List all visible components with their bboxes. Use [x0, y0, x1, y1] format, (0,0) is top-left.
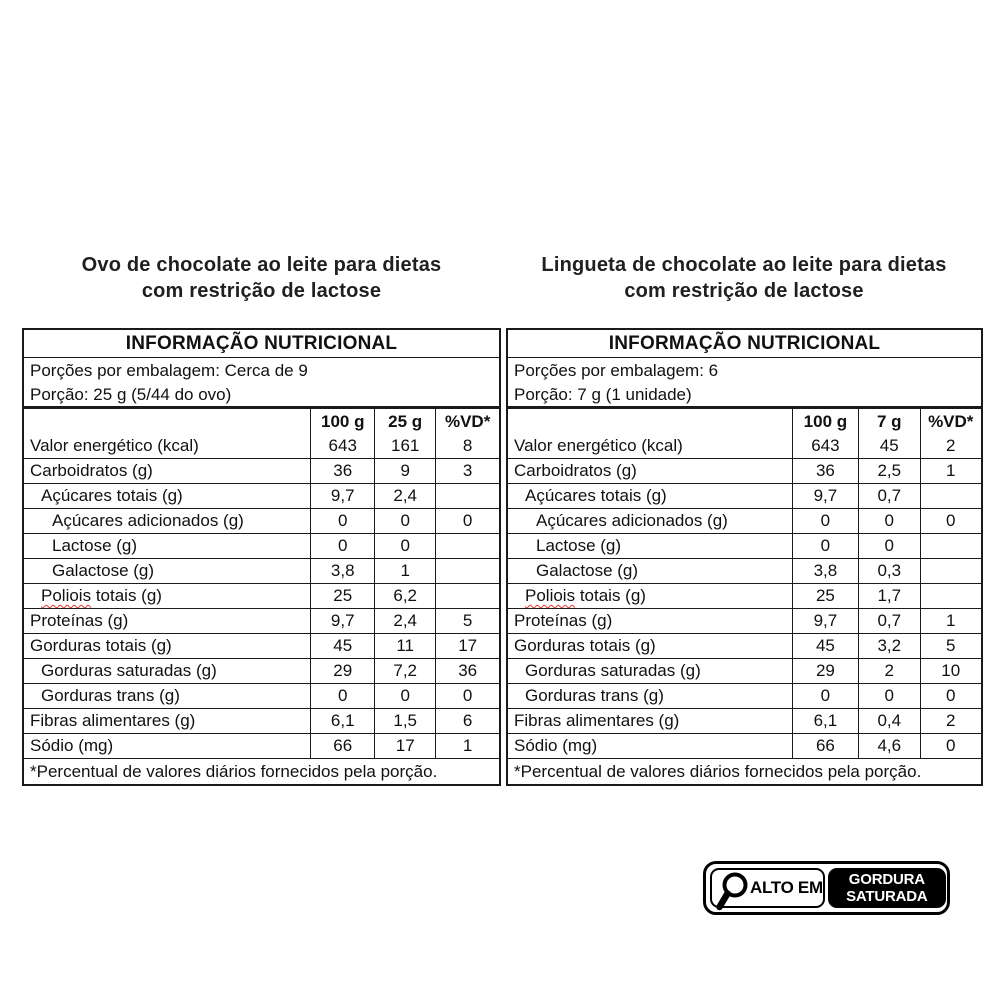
table-title: INFORMAÇÃO NUTRICIONAL — [608, 333, 881, 354]
nutrient-label: Açúcares totais (g) — [525, 486, 667, 505]
value-portion: 0,4 — [858, 709, 919, 733]
value-100g: 66 — [792, 734, 858, 758]
empty-header-cell — [24, 409, 310, 434]
warning-badge-prefix-box — [710, 868, 825, 908]
value-dv: 36 — [435, 659, 499, 683]
value-dv: 2 — [920, 434, 981, 458]
value-dv: 0 — [920, 734, 981, 758]
value-100g: 6,1 — [792, 709, 858, 733]
value-100g: 45 — [310, 634, 374, 658]
value-100g: 0 — [310, 509, 374, 533]
warning-subject-box — [828, 868, 946, 908]
value-portion: 11 — [374, 634, 435, 658]
table-row — [508, 608, 981, 633]
serving-size: Porção: 7 g (1 unidade) — [514, 385, 692, 404]
value-portion: 3,2 — [858, 634, 919, 658]
value-100g: 36 — [792, 459, 858, 483]
column-header-100g: 100 g — [792, 409, 858, 434]
nutrient-label: Lactose (g) — [536, 536, 622, 555]
value-dv: 5 — [920, 634, 981, 658]
value-dv: 0 — [920, 684, 981, 708]
nutrient-label: Valor energético (kcal) — [30, 436, 199, 455]
value-100g: 9,7 — [310, 484, 374, 508]
table-row — [508, 533, 981, 558]
value-dv — [435, 534, 499, 558]
table-row — [508, 483, 981, 508]
table-row — [508, 508, 981, 533]
table-row — [24, 633, 499, 658]
value-portion: 6,2 — [374, 584, 435, 608]
misspelled-word: Poliois — [525, 586, 576, 605]
value-dv — [920, 584, 981, 608]
product-title-line: com restrição de lactose — [141, 280, 382, 302]
nutrient-label: Sódio (mg) — [514, 736, 598, 755]
nutrient-label: Gorduras saturadas (g) — [525, 661, 701, 680]
value-portion: 17 — [374, 734, 435, 758]
table-row — [24, 558, 499, 583]
table-row — [508, 458, 981, 483]
table-row — [508, 434, 981, 458]
value-dv — [920, 534, 981, 558]
value-portion: 161 — [374, 434, 435, 458]
column-header-portion: 7 g — [858, 409, 919, 434]
footnote: *Percentual de valores diários fornecidos pela porção. — [24, 758, 499, 784]
column-header-row — [24, 406, 499, 434]
value-dv — [920, 484, 981, 508]
nutrient-label: Fibras alimentares (g) — [30, 711, 196, 730]
table-row — [24, 683, 499, 708]
product-title-line: Ovo de chocolate ao leite para dietas — [81, 254, 442, 276]
high-in-warning-badge — [703, 861, 950, 915]
product-title-line: com restrição de lactose — [624, 280, 864, 302]
value-portion: 1,5 — [374, 709, 435, 733]
value-dv: 1 — [920, 459, 981, 483]
value-portion: 2,5 — [858, 459, 919, 483]
table-row — [24, 458, 499, 483]
value-dv — [920, 559, 981, 583]
value-100g: 45 — [792, 634, 858, 658]
value-100g: 3,8 — [792, 559, 858, 583]
value-100g: 3,8 — [310, 559, 374, 583]
value-100g: 29 — [310, 659, 374, 683]
value-dv: 8 — [435, 434, 499, 458]
value-portion: 0,7 — [858, 484, 919, 508]
warning-subject-line: GORDURA — [848, 871, 925, 888]
nutrient-label: Gorduras trans (g) — [525, 686, 664, 705]
column-header-row — [508, 406, 981, 434]
value-dv: 0 — [435, 509, 499, 533]
magnifier-icon — [713, 870, 751, 914]
value-dv: 10 — [920, 659, 981, 683]
nutrient-label: Gorduras totais (g) — [514, 636, 656, 655]
misspelled-word: Poliois — [41, 586, 92, 605]
table-row — [24, 483, 499, 508]
value-100g: 36 — [310, 459, 374, 483]
table-row — [24, 434, 499, 458]
value-100g: 9,7 — [792, 609, 858, 633]
product-title-line: Lingueta de chocolate ao leite para dietas — [541, 254, 947, 276]
table-title: INFORMAÇÃO NUTRICIONAL — [125, 333, 398, 354]
warning-subject-line: SATURADA — [846, 888, 928, 905]
column-header-vd: %VD* — [920, 409, 981, 434]
value-portion: 7,2 — [374, 659, 435, 683]
value-portion: 1 — [374, 559, 435, 583]
servings-info — [24, 357, 499, 406]
table-row — [508, 633, 981, 658]
servings-per-package: Porções por embalagem: 6 — [514, 361, 719, 380]
value-portion: 45 — [858, 434, 919, 458]
nutrient-label: Proteínas (g) — [30, 611, 129, 630]
value-portion: 2 — [858, 659, 919, 683]
value-portion: 1,7 — [858, 584, 919, 608]
value-dv: 0 — [435, 684, 499, 708]
value-100g: 0 — [792, 534, 858, 558]
value-100g: 643 — [792, 434, 858, 458]
value-dv — [435, 484, 499, 508]
nutrient-label: Lactose (g) — [52, 536, 138, 555]
value-dv: 2 — [920, 709, 981, 733]
value-dv — [435, 584, 499, 608]
serving-size: Porção: 25 g (5/44 do ovo) — [30, 385, 232, 404]
value-portion: 0,3 — [858, 559, 919, 583]
product-title-left — [22, 252, 501, 304]
value-dv: 17 — [435, 634, 499, 658]
nutrient-label: Valor energético (kcal) — [514, 436, 683, 455]
value-100g: 0 — [792, 684, 858, 708]
value-portion: 0,7 — [858, 609, 919, 633]
value-dv: 1 — [920, 609, 981, 633]
value-100g: 0 — [310, 534, 374, 558]
footnote: *Percentual de valores diários fornecidos pela porção. — [508, 758, 981, 784]
column-header-100g: 100 g — [310, 409, 374, 434]
value-portion: 0 — [374, 534, 435, 558]
value-100g: 9,7 — [310, 609, 374, 633]
nutrient-label: Açúcares adicionados (g) — [536, 511, 728, 530]
value-portion: 0 — [858, 684, 919, 708]
value-100g: 9,7 — [792, 484, 858, 508]
nutrient-label: Poliois totais (g) — [41, 586, 162, 605]
column-header-portion: 25 g — [374, 409, 435, 434]
nutrient-label: Gorduras saturadas (g) — [41, 661, 217, 680]
value-portion: 2,4 — [374, 484, 435, 508]
value-portion: 0 — [374, 684, 435, 708]
table-row — [24, 733, 499, 758]
nutrient-label: Poliois totais (g) — [525, 586, 646, 605]
value-dv: 6 — [435, 709, 499, 733]
nutrient-label: Gorduras totais (g) — [30, 636, 172, 655]
servings-per-package: Porções por embalagem: Cerca de 9 — [30, 361, 308, 380]
nutrient-label: Proteínas (g) — [514, 611, 613, 630]
table-row — [508, 733, 981, 758]
value-portion: 0 — [858, 509, 919, 533]
nutrient-label: Fibras alimentares (g) — [514, 711, 680, 730]
value-100g: 6,1 — [310, 709, 374, 733]
value-100g: 643 — [310, 434, 374, 458]
value-dv: 0 — [920, 509, 981, 533]
empty-header-cell — [508, 409, 792, 434]
value-100g: 0 — [310, 684, 374, 708]
nutrient-label: Açúcares adicionados (g) — [52, 511, 244, 530]
table-row — [24, 533, 499, 558]
value-dv: 3 — [435, 459, 499, 483]
nutrient-label: Carboidratos (g) — [514, 461, 637, 480]
column-header-vd: %VD* — [435, 409, 499, 434]
nutrient-label: Galactose (g) — [536, 561, 639, 580]
value-100g: 25 — [310, 584, 374, 608]
table-row — [24, 658, 499, 683]
table-row — [24, 708, 499, 733]
table-row — [508, 658, 981, 683]
value-100g: 29 — [792, 659, 858, 683]
value-dv: 5 — [435, 609, 499, 633]
value-portion: 0 — [374, 509, 435, 533]
value-dv — [435, 559, 499, 583]
table-row — [508, 558, 981, 583]
value-portion: 2,4 — [374, 609, 435, 633]
nutrient-label: Galactose (g) — [52, 561, 155, 580]
servings-info — [508, 357, 981, 406]
nutrient-label: Açúcares totais (g) — [41, 486, 183, 505]
value-100g: 0 — [792, 509, 858, 533]
warning-prefix-label: ALTO EM — [750, 878, 823, 897]
nutrition-table-left — [22, 328, 501, 786]
table-row — [24, 583, 499, 608]
value-portion: 9 — [374, 459, 435, 483]
table-row — [508, 583, 981, 608]
value-portion: 0 — [858, 534, 919, 558]
product-title-right — [505, 252, 983, 304]
value-100g: 25 — [792, 584, 858, 608]
table-row — [508, 683, 981, 708]
table-row — [508, 708, 981, 733]
nutrition-table-right — [506, 328, 983, 786]
nutrient-label: Gorduras trans (g) — [41, 686, 180, 705]
value-portion: 4,6 — [858, 734, 919, 758]
nutrient-label: Carboidratos (g) — [30, 461, 153, 480]
table-row — [24, 508, 499, 533]
nutrient-label: Sódio (mg) — [30, 736, 114, 755]
value-100g: 66 — [310, 734, 374, 758]
value-dv: 1 — [435, 734, 499, 758]
table-row — [24, 608, 499, 633]
